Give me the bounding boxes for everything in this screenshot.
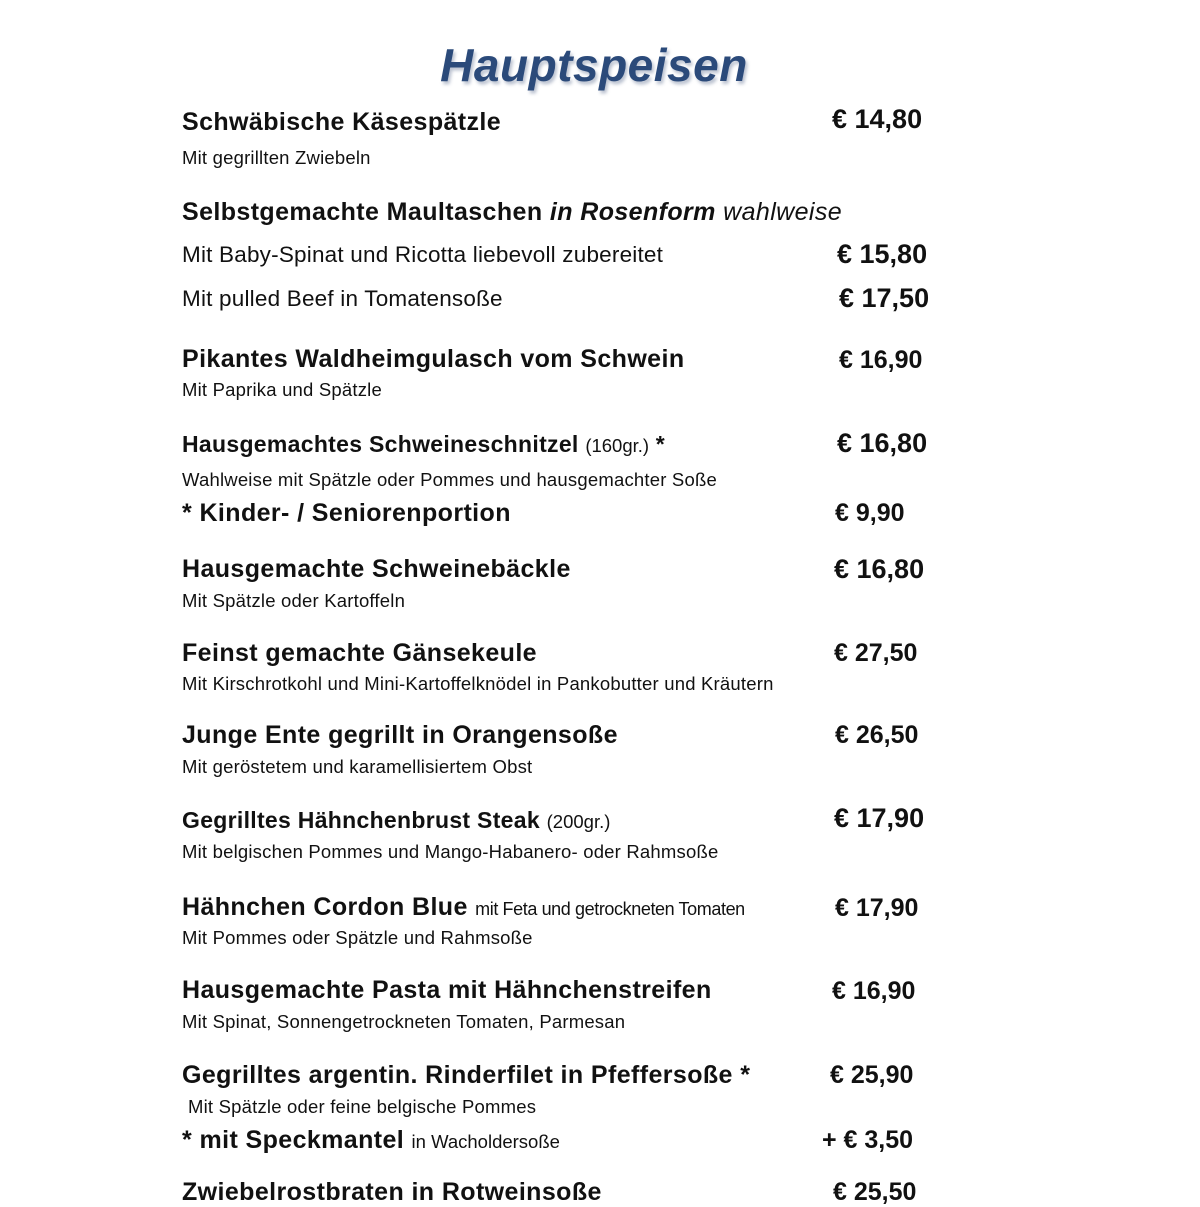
page-title — [0, 38, 1200, 92]
menu-item-extra-note: in Wacholdersoße — [411, 1131, 560, 1152]
menu-item-marker: * — [655, 431, 666, 457]
menu-item-name-main: Hähnchen Cordon Blue — [182, 893, 468, 921]
menu-item-name: Feinst gemachte Gänsekeule — [182, 639, 537, 667]
menu-item-weight-note: (200gr.) — [546, 811, 611, 832]
menu-item-description: Mit Kirschrotkohl und Mini-Kartoffelknödel in Pankobutter und Kräutern — [182, 673, 774, 694]
menu-item-description: Mit Spinat, Sonnengetrockneten Tomaten, Parmesan — [182, 1011, 626, 1032]
menu-item-extra-note: mit Feta und getrockneten Tomaten — [475, 899, 745, 919]
menu-item-description: Mit belgischen Pommes und Mango-Habanero- oder Rahmsoße — [182, 841, 719, 862]
menu-item-extra-main: * mit Speckmantel — [182, 1126, 405, 1154]
menu-item-name: Junge Ente gegrillt in Orangensoße — [182, 721, 618, 749]
menu-item-name-main: Selbstgemachte Maultaschen — [182, 198, 543, 226]
menu-item-name: Pikantes Waldheimgulasch vom Schwein — [182, 345, 685, 373]
menu-item-name: Gegrilltes argentin. Rinderfilet in Pfeffersoße * — [182, 1061, 751, 1089]
menu-item-price: € 25,50 — [833, 1178, 917, 1206]
menu-item-price: € 26,50 — [835, 721, 919, 749]
menu-item-name: Hausgemachte Pasta mit Hähnchenstreifen — [182, 976, 712, 1004]
menu-item-name: Schwäbische Käsespätzle — [182, 108, 502, 136]
menu-item-description: Mit geröstetem und karamellisiertem Obst — [182, 756, 533, 777]
menu-item-name: Zwiebelrostbraten in Rotweinsoße — [182, 1178, 602, 1206]
menu-item-extra-label — [182, 1126, 560, 1155]
menu-item-price: € 17,90 — [834, 803, 925, 833]
menu-item-extra-price: + € 3,50 — [822, 1126, 914, 1154]
menu-item-price: € 16,80 — [834, 554, 925, 584]
menu-item-extra-label: * Kinder- / Seniorenportion — [182, 499, 511, 527]
menu-variant-label: Mit Baby-Spinat und Ricotta liebevoll zubereitet — [182, 242, 664, 267]
menu-item-weight-note: (160gr.) — [585, 435, 650, 456]
menu-item-price: € 17,90 — [835, 894, 919, 922]
menu-item-extra-price: € 9,90 — [835, 499, 905, 527]
menu-item-name — [182, 431, 665, 458]
menu-item-price: € 27,50 — [834, 639, 918, 667]
menu-variant-label: Mit pulled Beef in Tomatensoße — [182, 286, 503, 311]
menu-variant-price: € 17,50 — [839, 283, 930, 313]
menu-item-description: Mit gegrillten Zwiebeln — [182, 147, 371, 168]
menu-variant-price: € 15,80 — [837, 239, 928, 269]
menu-item-price: € 16,90 — [832, 977, 916, 1005]
menu-item-name — [182, 807, 610, 834]
menu-item-name-italic: in Rosenform — [549, 198, 716, 226]
menu-item-description: Mit Spätzle oder feine belgische Pommes — [188, 1096, 537, 1117]
menu-item-price: € 16,90 — [839, 346, 923, 374]
menu-item-name — [182, 893, 745, 922]
page-title-text: Hauptspeisen — [440, 39, 748, 91]
menu-item-name-main: Hausgemachtes Schweineschnitzel — [182, 431, 579, 457]
menu-item-description: Mit Paprika und Spätzle — [182, 379, 382, 400]
menu-item-description: Wahlweise mit Spätzle oder Pommes und hausgemachter Soße — [182, 469, 717, 490]
menu-item-name — [182, 198, 842, 227]
menu-item-price: € 14,80 — [832, 104, 923, 134]
menu-item-description: Mit Pommes oder Spätzle und Rahmsoße — [182, 927, 533, 948]
menu-item-name-main: Gegrilltes Hähnchenbrust Steak — [182, 807, 540, 833]
menu-item-name-option: wahlweise — [723, 198, 843, 226]
menu-item-price: € 25,90 — [830, 1061, 914, 1089]
menu-item-name: Hausgemachte Schweinebäckle — [182, 555, 571, 583]
menu-item-price: € 16,80 — [837, 428, 928, 458]
menu-item-description: Mit Spätzle oder Kartoffeln — [182, 590, 406, 611]
